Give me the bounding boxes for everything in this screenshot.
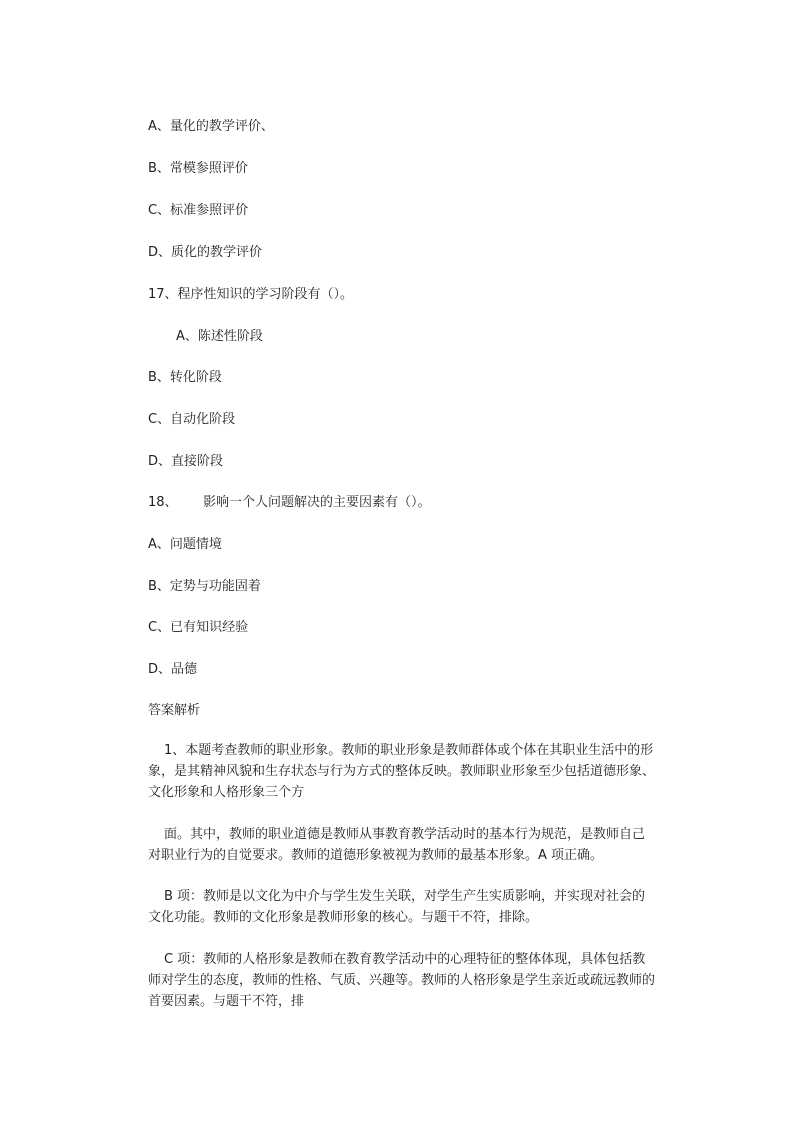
q18-option-d: D、品德 — [148, 662, 198, 677]
q17-option-d: D、直接阶段 — [148, 454, 224, 469]
paragraph-2-line: 面。其中，教师的职业道德是教师从事教育教学活动时的基本行为规范，是教师自己 — [164, 827, 646, 842]
paragraph-3-line: 文化功能。教师的文化形象是教师形象的核心。与题干不符，排除。 — [148, 910, 539, 925]
q17-question: 17、程序性知识的学习阶段有（）。 — [148, 287, 354, 302]
q16-option-d: D、质化的教学评价 — [148, 245, 263, 260]
q18-option-b: B、定势与功能固着 — [148, 579, 261, 594]
q17-option-c: C、自动化阶段 — [148, 412, 236, 427]
paragraph-3-line: B 项：教师是以文化为中介与学生发生关联，对学生产生实质影响，并实现对社会的 — [164, 889, 646, 904]
paragraph-4-line: C 项：教师的人格形象是教师在教育教学活动中的心理特征的整体体现，具体包括教 — [164, 952, 646, 967]
paragraph-4-line: 首要因素。与题干不符，排 — [148, 994, 305, 1009]
q18-number: 18、 — [148, 495, 178, 510]
answer-heading: 答案解析 — [148, 703, 201, 718]
q18-question: 影响一个人问题解决的主要因素有（）。 — [203, 495, 431, 510]
q16-option-c: C、标准参照评价 — [148, 203, 249, 218]
q18-option-a: A、问题情境 — [148, 537, 222, 552]
paragraph-2-line: 对职业行为的自觉要求。教师的道德形象被视为教师的最基本形象。A 项正确。 — [148, 848, 604, 863]
paragraph-1-line: 文化形象和人格形象三个方 — [148, 785, 305, 800]
paragraph-1-line: 象，是其精神风貌和生存状态与行为方式的整体反映。教师职业形象至少包括道德形象、 — [148, 764, 656, 779]
paragraph-1-line: 1、本题考查教师的职业形象。教师的职业形象是教师群体或个体在其职业生活中的形 — [164, 743, 654, 758]
q18-option-c: C、已有知识经验 — [148, 620, 249, 635]
q16-option-a: A、量化的教学评价、 — [148, 119, 274, 134]
q16-option-b: B、常模参照评价 — [148, 161, 248, 176]
q17-option-a: A、陈述性阶段 — [176, 329, 263, 344]
paragraph-4-line: 师对学生的态度，教师的性格、气质、兴趣等。教师的人格形象是学生亲近或疏远教师的 — [148, 973, 656, 988]
q17-option-b: B、转化阶段 — [148, 370, 222, 385]
